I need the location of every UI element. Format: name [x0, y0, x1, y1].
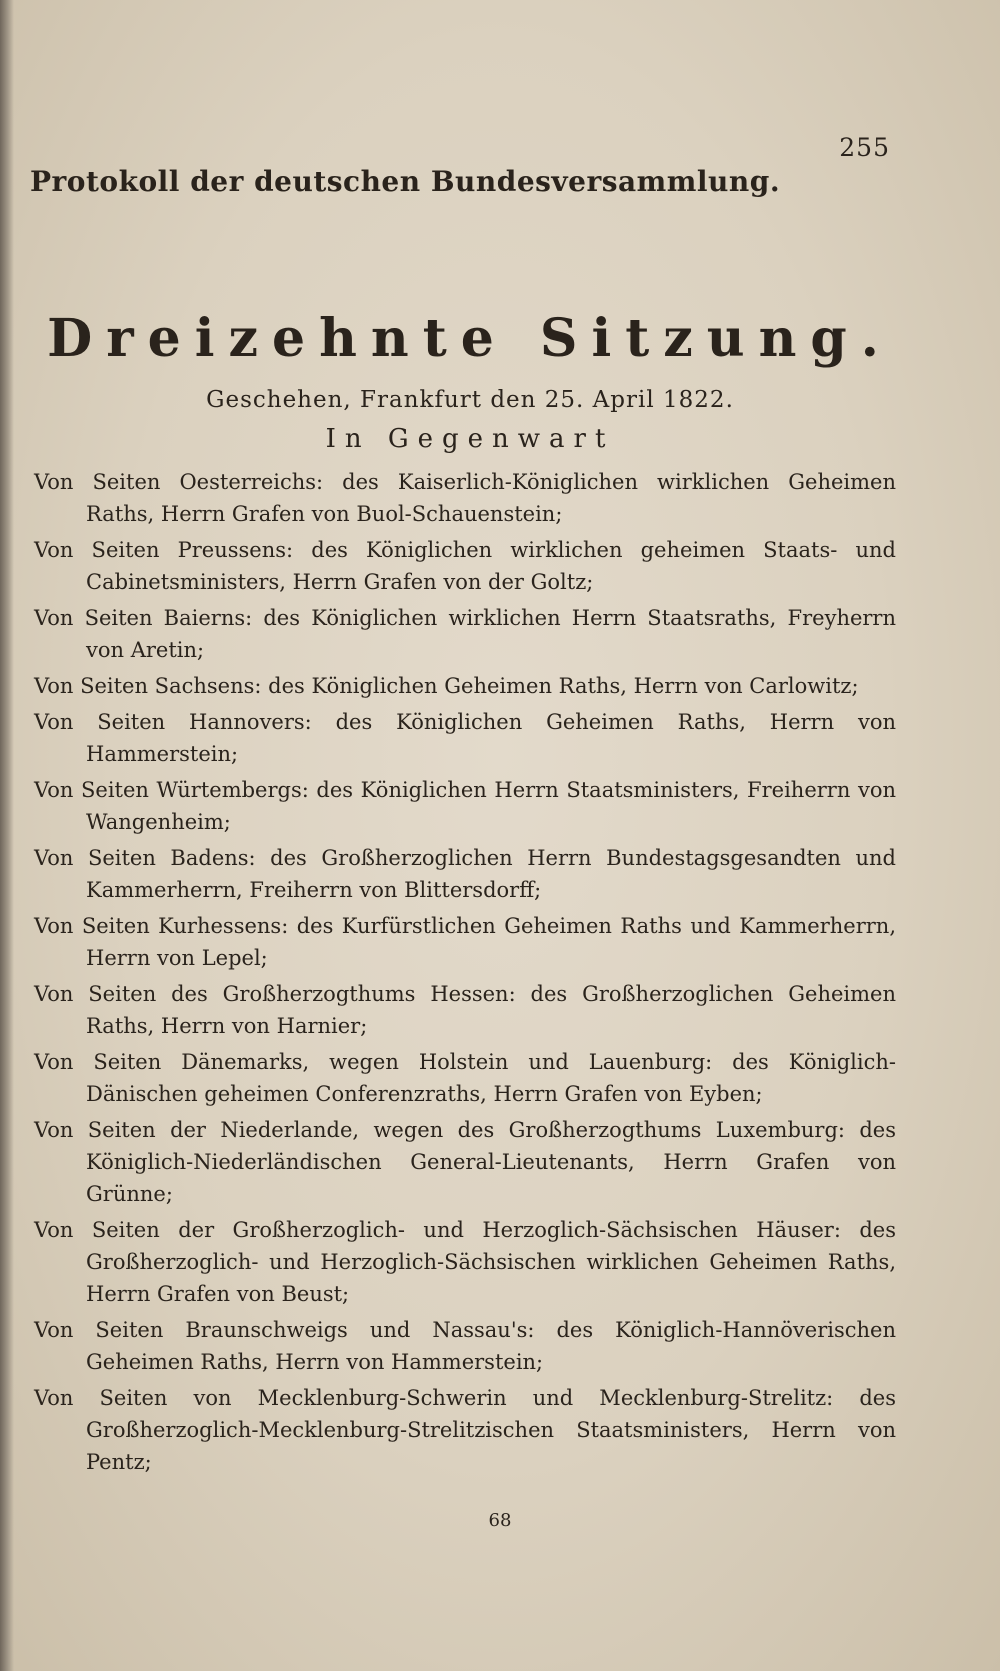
- delegate-entry: Von Seiten Preussens: des Königlichen wirklichen geheimen Staats- und Cabinetsministers, Herrn Grafen von der Goltz;: [34, 538, 896, 594]
- signature-mark: 68: [488, 1510, 512, 1531]
- delegate-entry: Von Seiten Dänemarks, wegen Holstein und Lauenburg: des Königlich-Dänischen geheimen Conferenzraths, Herrn Grafen von Eyben;: [34, 1050, 896, 1106]
- delegate-entry: Von Seiten des Großherzogthums Hessen: des Großherzoglichen Geheimen Raths, Herrn von Harnier;: [34, 982, 896, 1038]
- delegate-entry: Von Seiten Würtembergs: des Königlichen Herrn Staatsministers, Freiherrn von Wangenheim;: [34, 778, 896, 834]
- delegate-entry: Von Seiten Kurhessens: des Kurfürstlichen Geheimen Raths und Kammerherrn, Herrn von Lepel;: [34, 914, 896, 970]
- session-title: Dreizehnte Sitzung.: [47, 308, 893, 369]
- delegate-entry: Von Seiten von Mecklenburg-Schwerin und Mecklenburg-Strelitz: des Großherzoglich-Mecklenburg-Strelitzischen Staatsministers, Herrn von Pentz;: [34, 1386, 896, 1474]
- delegate-entry: Von Seiten Hannovers: des Königlichen Geheimen Raths, Herrn von Hammerstein;: [34, 710, 896, 766]
- presence-heading: In Gegenwart: [325, 424, 615, 454]
- page-binding-shadow: [0, 0, 14, 1671]
- delegate-entry: Von Seiten Oesterreichs: des Kaiserlich-Königlichen wirklichen Geheimen Raths, Herrn Grafen von Buol-Schauenstein;: [34, 470, 896, 526]
- page-number: 255: [839, 133, 890, 162]
- running-head: Protokoll der deutschen Bundesversammlung.: [30, 165, 781, 198]
- delegate-list: [34, 466, 896, 1482]
- delegate-entry: Von Seiten Sachsens: des Königlichen Geheimen Raths, Herrn von Carlowitz;: [34, 674, 859, 698]
- delegate-entry: Von Seiten der Niederlande, wegen des Großherzogthums Luxemburg: des Königlich-Niederländischen General-Lieutenants, Herrn Grafen von Grünne;: [34, 1118, 896, 1206]
- delegate-entry: Von Seiten Braunschweigs und Nassau's: des Königlich-Hannöverischen Geheimen Raths, Herrn von Hammerstein;: [34, 1318, 896, 1374]
- session-date: Geschehen, Frankfurt den 25. April 1822.: [206, 387, 734, 413]
- delegate-entry: Von Seiten Badens: des Großherzoglichen Herrn Bundestagsgesandten und Kammerherrn, Freiherrn von Blittersdorff;: [34, 846, 896, 902]
- delegate-entry: Von Seiten Baierns: des Königlichen wirklichen Herrn Staatsraths, Freyherrn von Aretin;: [34, 606, 896, 662]
- delegate-entry: Von Seiten der Großherzoglich- und Herzoglich-Sächsischen Häuser: des Großherzoglich- und Herzoglich-Sächsischen wirklichen Geheimen Raths, Herrn Grafen von Beust;: [34, 1218, 896, 1306]
